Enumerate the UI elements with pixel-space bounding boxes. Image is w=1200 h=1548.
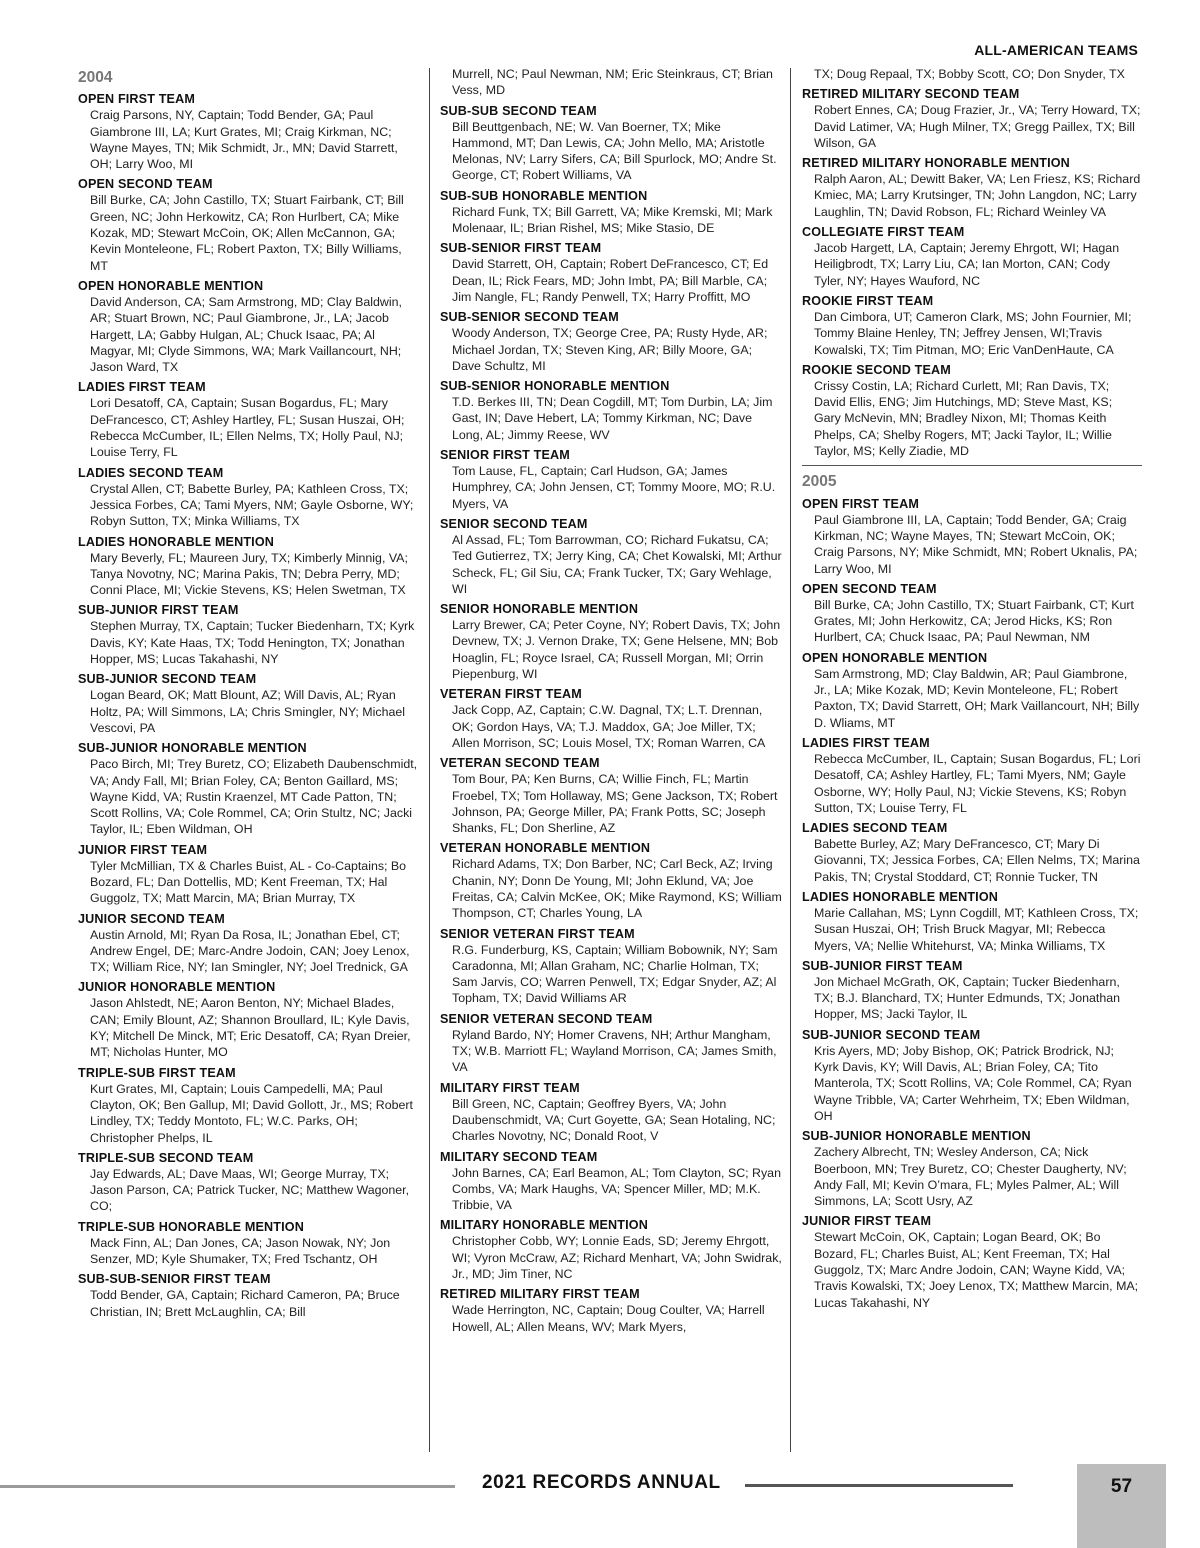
team-heading: SUB-SUB-SENIOR FIRST TEAM [78,1272,271,1287]
team-heading: LADIES SECOND TEAM [78,465,224,480]
team-block [440,601,782,682]
team-roster: R.G. Funderburg, KS, Captain; William Bobownik, NY; Sam Caradonna, MI; Allan Graham, NC; Charlie Holman, TX; Sam Jarvis, CO; Warren Penwell, TX; Edgar Snyder, AZ; Al Topham, TX; David Williams AR [452,942,778,1006]
team-roster: Todd Bender, GA, Captain; Richard Cameron, PA; Bruce Christian, IN; Brett McLaughlin, CA; Bill [90,1288,400,1319]
team-roster: Craig Parsons, NY, Captain; Todd Bender, GA; Paul Giambrone III, LA; Kurt Grates, MI; Craig Kirkman, NC; Wayne Mayes, TN; Mik Schmidt, Jr., MN; David Starrett, OH; Larry Woo, MI [90,108,398,172]
team-roster: Kurt Grates, MI, Captain; Louis Campedelli, MA; Paul Clayton, OK; Ben Gallup, MI; David Gollott, Jr., MS; Robert Lindley, TX; Teddy Montoto, FL; W.C. Parks, OH; Christopher Phelps, IL [90,1081,413,1145]
team-roster: Lori Desatoff, CA, Captain; Susan Bogardus, FL; Mary DeFrancesco, CT; Ashley Hartley, FL; Susan Huszai, OH; Rebecca McCumber, IL; Ellen Nelms, TX; Holly Paul, NJ; Louise Terry, FL [90,396,405,460]
team-heading: SUB-SENIOR SECOND TEAM [440,310,619,325]
team-block [78,176,418,273]
team-block [802,1213,1142,1310]
team-block [440,378,782,443]
team-heading: SUB-SENIOR HONORABLE MENTION [440,379,670,394]
team-roster: Murrell, NC; Paul Newman, NM; Eric Steinkraus, CT; Brian Vess, MD [452,67,773,98]
team-roster: TX; Doug Repaal, TX; Bobby Scott, CO; Don Snyder, TX [814,67,1125,81]
team-block [802,581,1142,646]
team-block [440,309,782,374]
team-roster: Tyler McMillian, TX & Charles Buist, AL - Co-Captains; Bo Bozard, FL; Dan Dottellis, MD; Kent Freeman, TX; Hal Guggolz, TX; Matt Marcin, MA; Brian Murray, TX [90,858,407,906]
team-block [78,911,418,976]
team-block [78,91,418,172]
team-heading: OPEN HONORABLE MENTION [802,650,988,665]
team-heading: ROOKIE SECOND TEAM [802,362,951,377]
team-roster: Jason Ahlstedt, NE; Aaron Benton, NY; Michael Blades, CAN; Emily Blount, AZ; Shannon Broullard, IL; Kyle Davis, KY; Mitchell De Minck, MT; Eric Desatoff, CA; Ryan Dreier, MT; Nicholas Hunter, MO [90,996,411,1060]
team-heading: LADIES SECOND TEAM [802,821,948,836]
team-roster: Bill Beuttgenbach, NE; W. Van Boerner, TX; Mike Hammond, MT; Dan Lewis, CA; John Mello, MA; Aristotle Melonas, NV; Larry Sifers, CA; Bill Spurlock, MO; Andre St. George, CT; Robert Williams, VA [452,119,777,183]
team-heading: SENIOR HONORABLE MENTION [440,602,639,617]
team-heading: SUB-SUB HONORABLE MENTION [440,188,648,203]
team-heading: LADIES HONORABLE MENTION [802,889,999,904]
team-heading: TRIPLE-SUB FIRST TEAM [78,1065,236,1080]
team-block [440,103,782,184]
team-block [802,86,1142,151]
team-roster: Ralph Aaron, AL; Dewitt Baker, VA; Len Friesz, KS; Richard Kmiec, MA; Larry Krutsinger, TN; John Langdon, NC; Larry Laughlin, TN; David Robson, FL; Richard Weinley VA [814,172,1141,219]
team-block [78,602,418,667]
team-roster: Richard Adams, TX; Don Barber, NC; Carl Beck, AZ; Irving Chanin, NY; Donn De Young, MI; John Eklund, VA; Joe Freitas, CA; Calvin McKee, OK; Mike Raymond, KS; William Thompson, CT; Charles Young, LA [452,857,782,921]
team-heading: RETIRED MILITARY HONORABLE MENTION [802,156,1070,171]
team-block [802,735,1142,816]
team-block [802,155,1142,220]
team-heading: JUNIOR SECOND TEAM [78,911,225,926]
team-heading: LADIES FIRST TEAM [802,735,930,750]
team-block [802,224,1142,289]
team-block [78,1150,418,1215]
team-roster: Babette Burley, AZ; Mary DeFrancesco, CT; Mary Di Giovanni, TX; Jessica Forbes, CA; Ellen Nelms, TX; Marina Pakis, TN; Crystal Stoddard, CT; Ronnie Tucker, TN [814,837,1140,884]
team-block [802,1128,1142,1209]
year-heading: 2004 [78,69,113,86]
team-roster: Paul Giambrone III, LA, Captain; Todd Bender, GA; Craig Kirkman, NC; Wayne Mayes, TN; Stewart McCoin, OK; Craig Parsons, NY; Mike Schmidt, MN; Robert Uknalis, PA; Larry Woo, MI [814,512,1138,576]
year-heading: 2005 [802,473,837,491]
team-roster: Tom Bour, PA; Ken Burns, CA; Willie Finch, FL; Martin Froebel, TX; Tom Hollaway, MS; Gene Jackson, TX; Robert Johnson, PA; George Miller, PA; Frank Potts, SC; Joseph Shanks, FL; Don Sherline, AZ [452,772,778,836]
team-roster: Bill Burke, CA; John Castillo, TX; Stuart Fairbank, CT; Kurt Grates, MI; John Herkowitz, CA; Jerod Hicks, KS; Ron Hurlbert, CA; Chuck Isaac, PA; Paul Newman, NM [814,597,1134,645]
team-roster: Jacob Hargett, LA, Captain; Jeremy Ehrgott, WI; Hagan Heiligbrodt, TX; Larry Liu, CA; Ian Morton, CAN; Cody Tyler, NY; Hayes Wauford, NC [814,241,1120,288]
team-heading: SUB-JUNIOR HONORABLE MENTION [78,741,307,756]
team-roster: Stephen Murray, TX, Captain; Tucker Biedenharn, TX; Kyrk Davis, KY; Kate Haas, TX; Todd Henington, TX; Jonathan Hopper, MS; Lucas Takahashi, NY [90,619,415,667]
team-roster: David Starrett, OH, Captain; Robert DeFrancesco, CT; Ed Dean, IL; Rick Fears, MD; John Imbt, PA; Bill Marble, CA; Jim Nangle, FL; Randy Penwell, TX; Harry Proffitt, MO [452,257,769,304]
team-heading: MILITARY FIRST TEAM [440,1080,580,1095]
team-block [440,686,782,751]
team-heading: OPEN HONORABLE MENTION [78,278,264,293]
team-block [440,755,782,836]
team-block [802,1027,1142,1124]
team-heading: MILITARY HONORABLE MENTION [440,1218,648,1233]
team-roster: Jay Edwards, AL; Dave Maas, WI; George Murray, TX; Jason Parson, CA; Patrick Tucker, NC; Matthew Wagoner, CO; [90,1166,410,1214]
team-block [440,926,782,1007]
team-heading: SUB-SENIOR FIRST TEAM [440,241,602,256]
team-block [440,840,782,921]
team-roster: Zachery Albrecht, TN; Wesley Anderson, CA; Nick Boerboon, MN; Trey Buretz, CO; Chester Daugherty, NV; Andy Fall, MI; Kevin O’mara, FL; Myles Palmer, AL; Will Simmons, LA; Scott Usry, AZ [814,1145,1127,1209]
column-2 [440,66,782,1339]
team-heading: COLLEGIATE FIRST TEAM [802,225,965,240]
team-roster: Jack Copp, AZ, Captain; C.W. Dagnal, TX; L.T. Drennan, OK; Gordon Hays, VA; T.J. Maddox, GA; Joe Miller, TX; Allen Morrison, SC; Louis Mosel, TX; Roman Warren, CA [452,703,766,750]
team-roster: Stewart McCoin, OK, Captain; Logan Beard, OK; Bo Bozard, FL; Charles Buist, AL; Kent Freeman, TX; Hal Guggolz, TX; Marc Andre Jodoin, CAN; Wayne Kidd, VA; Travis Kowalski, TX; Joey Lenox, TX; Matthew Marcin, MA; Lucas Takahashi, NY [814,1230,1139,1310]
team-roster: Crissy Costin, LA; Richard Curlett, MI; Ran Davis, TX; David Ellis, ENG; Jim Hutchings, MD; Steve Mast, KS; Gary McNevin, MN; Bradley Nixon, MI; Thomas Keith Phelps, CA; Shelby Rogers, MT; Jacki Taylor, IL; Willie Taylor, MS; Kelly Ziadie, MD [814,378,1113,459]
team-heading: TRIPLE-SUB SECOND TEAM [78,1150,254,1165]
team-heading: VETERAN HONORABLE MENTION [440,841,651,856]
team-heading: ROOKIE FIRST TEAM [802,293,934,308]
team-roster: Mary Beverly, FL; Maureen Jury, TX; Kimberly Minnig, VA; Tanya Novotny, NC; Marina Pakis, TN; Debra Perry, MD; Conni Place, MI; Vickie Stevens, KS; Helen Swetman, TX [90,550,408,598]
team-heading: OPEN SECOND TEAM [78,177,213,192]
team-block [802,650,1142,731]
team-block [802,820,1142,885]
team-roster: Richard Funk, TX; Bill Garrett, VA; Mike Kremski, MI; Mark Molenaar, IL; Brian Rishel, MS; Mike Stasio, DE [452,204,773,236]
team-heading: SUB-JUNIOR SECOND TEAM [78,672,257,687]
team-heading: RETIRED MILITARY SECOND TEAM [802,87,1020,102]
team-roster: Robert Ennes, CA; Doug Frazier, Jr., VA; Terry Howard, TX; David Latimer, VA; Hugh Milner, TX; Gregg Paillex, TX; Bill Wilson, GA [814,103,1141,150]
team-block [802,362,1142,459]
team-block [802,293,1142,358]
team-block [440,66,782,99]
team-roster: Logan Beard, OK; Matt Blount, AZ; Will Davis, AL; Ryan Holtz, PA; Will Simmons, LA; Chris Smingler, NY; Michael Vescovi, PA [90,688,406,735]
team-block [440,1149,782,1214]
footer-rule-right [745,1484,1013,1487]
team-heading: RETIRED MILITARY FIRST TEAM [440,1287,640,1302]
team-heading: OPEN SECOND TEAM [802,581,937,596]
team-block [78,379,418,460]
team-roster: Ryland Bardo, NY; Homer Cravens, NH; Arthur Mangham, TX; W.B. Marriott FL; Wayland Morrison, CA; James Smith, VA [452,1027,777,1075]
team-heading: SUB-JUNIOR HONORABLE MENTION [802,1129,1031,1144]
team-heading: SENIOR VETERAN SECOND TEAM [440,1011,653,1026]
team-heading: LADIES HONORABLE MENTION [78,534,275,549]
team-roster: Bill Green, NC, Captain; Geoffrey Byers, VA; John Daubenschmidt, VA; Curt Goyette, GA; Sean Hotaling, NC; Charles Novotny, NC; Donald Root, V [452,1096,776,1144]
team-heading: OPEN FIRST TEAM [802,496,919,511]
team-roster: Wade Herrington, NC, Captain; Doug Coulter, VA; Harrell Howell, AL; Allen Means, WV; Mark Myers, [452,1303,765,1334]
team-heading: SENIOR VETERAN FIRST TEAM [440,926,635,941]
team-block [78,534,418,599]
page-number: 57 [1110,1476,1133,1497]
team-heading: VETERAN SECOND TEAM [440,756,600,771]
column-divider [790,68,791,1452]
team-roster: Crystal Allen, CT; Babette Burley, PA; Kathleen Cross, TX; Jessica Forbes, CA; Tami Myers, NM; Gayle Osborne, WY; Robyn Sutton, TX; Minka Williams, TX [90,481,414,529]
team-block [802,496,1142,577]
team-block [440,1080,782,1145]
team-heading: SUB-JUNIOR SECOND TEAM [802,1027,981,1042]
team-block [440,516,782,597]
team-heading: SENIOR SECOND TEAM [440,516,588,531]
team-block [440,447,782,512]
team-block [78,465,418,530]
team-roster: Sam Armstrong, MD; Clay Baldwin, AR; Paul Giambrone, Jr., LA; Mike Kozak, MD; Kevin Monteleone, FL; Robert Paxton, TX; David Starrett, OH; Mark Vaillancourt, NH; Billy D. Wliams, MT [814,666,1140,730]
team-roster: Woody Anderson, TX; George Cree, PA; Rusty Hyde, AR; Michael Jordan, TX; Steven King, AR; Billy Moore, GA; Dave Schultz, MI [452,326,768,373]
team-block [78,278,418,375]
team-block [440,1217,782,1282]
team-block [78,1271,418,1320]
team-heading: MILITARY SECOND TEAM [440,1149,598,1164]
team-roster: Rebecca McCumber, IL, Captain; Susan Bogardus, FL; Lori Desatoff, CA; Ashley Hartley, FL; Tami Myers, NM; Gayle Osborne, WY; Holly Paul, NJ; Vickie Stevens, KS; Robyn Sutton, TX; Louise Terry, FL [814,751,1141,815]
team-roster: Dan Cimbora, UT; Cameron Clark, MS; John Fournier, MI; Tommy Blaine Henley, TN; Jeffrey Jensen, WI;Travis Kowalski, TX; Tim Pitman, MO; Eric VanDenHaute, CA [814,309,1132,357]
team-block [78,1219,418,1268]
team-block [440,240,782,305]
team-roster: Al Assad, FL; Tom Barrowman, CO; Richard Fukatsu, CA; Ted Gutierrez, TX; Jerry King, CA; Chet Kowalski, MI; Arthur Scheck, FL; Gil Siu, CA; Frank Tucker, TX; Gary Wehlage, WI [452,532,782,596]
team-heading: JUNIOR FIRST TEAM [802,1214,932,1229]
page-number-box [1077,1464,1166,1548]
column-divider [429,68,430,1452]
team-heading: TRIPLE-SUB HONORABLE MENTION [78,1219,304,1234]
team-block [78,740,418,837]
team-heading: SUB-SUB SECOND TEAM [440,103,597,118]
team-roster: Marie Callahan, MS; Lynn Cogdill, MT; Kathleen Cross, TX; Susan Huszai, OH; Trish Bruck Magyar, MI; Rebecca Myers, VA; Nellie Whitehurst, VA; Minka Williams, TX [814,905,1139,953]
team-roster: Christopher Cobb, WY; Lonnie Eads, SD; Jeremy Ehrgott, WI; Vyron McCraw, AZ; Richard Menhart, VA; John Swidrak, Jr., MD; Jim Tiner, NC [452,1234,782,1282]
footer-rule-left [0,1485,455,1488]
team-block [802,66,1142,82]
team-heading: OPEN FIRST TEAM [78,92,195,107]
team-roster: Tom Lause, FL, Captain; Carl Hudson, GA; James Humphrey, CA; John Jensen, CT; Tommy Moore, MO; R.U. Myers, VA [452,464,776,511]
team-block [78,1065,418,1146]
team-block [78,979,418,1060]
team-roster: T.D. Berkes III, TN; Dean Cogdill, MT; Tom Durbin, LA; Jim Gast, IN; Dave Hebert, LA; Tommy Kirkman, NC; Dave Long, AL; Jimmy Reese, WV [452,395,773,442]
team-roster: Larry Brewer, CA; Peter Coyne, NY; Robert Davis, TX; John Devnew, TX; J. Vernon Drake, TX; Gene Helsene, MN; Bob Hoaglin, FL; Royce Israel, CA; Russell Morgan, MI; Orrin Piepenburg, WI [452,618,781,682]
team-block [440,1286,782,1335]
team-roster: Paco Birch, MI; Trey Buretz, CO; Elizabeth Daubenschmidt, VA; Andy Fall, MI; Brian Foley, CA; Benton Gaillard, MS; Wayne Kidd, VA; Rustin Kraenzel, MT Cade Patton, TN; Scott Rollins, VA; Cole Rommel, CA; Orin Stultz, NC; Jacki Taylor, IL; Eben Wildman, OH [90,757,418,837]
team-heading: LADIES FIRST TEAM [78,380,206,395]
team-roster: Jon Michael McGrath, OK, Captain; Tucker Biedenharn, TX; B.J. Blanchard, TX; Hunter Edmunds, TX; Jonathan Hopper, MS; Jacki Taylor, IL [814,974,1121,1022]
team-block [802,889,1142,954]
column-3 [802,66,1142,1315]
team-heading: JUNIOR FIRST TEAM [78,842,208,857]
team-roster: David Anderson, CA; Sam Armstrong, MD; Clay Baldwin, AR; Stuart Brown, NC; Paul Giambrone, Jr., LA; Jacob Hargett, LA; Gabby Hulgan, AL; Chuck Isaac, PA; Al Magyar, MI; Clyde Simmons, WA; Mark Vaillancourt, NH; Jason Ward, TX [90,294,402,375]
team-roster: Kris Ayers, MD; Joby Bishop, OK; Patrick Brodrick, NJ; Kyrk Davis, KY; Will Davis, AL; Brian Foley, CA; Tito Manterola, TX; Scott Rollins, VA; Cole Rommel, CA; Ryan Wayne Tribble, VA; Carter Wehrheim, TX; Eben Wildman, OH [814,1043,1132,1123]
team-heading: SENIOR FIRST TEAM [440,448,570,463]
team-heading: SUB-JUNIOR FIRST TEAM [802,958,963,973]
column-1 [78,70,418,1324]
team-block [78,842,418,907]
team-block [440,1011,782,1076]
team-block [440,188,782,237]
publication-title: 2021 RECORDS ANNUAL [482,1472,721,1493]
team-block [78,671,418,736]
team-heading: VETERAN FIRST TEAM [440,687,582,702]
team-roster: Mack Finn, AL; Dan Jones, CA; Jason Nowak, NY; Jon Senzer, MD; Kyle Shumaker, TX; Fred Tschantz, OH [90,1235,391,1267]
team-block [802,958,1142,1023]
section-title: ALL-AMERICAN TEAMS [974,42,1138,58]
team-roster: Austin Arnold, MI; Ryan Da Rosa, IL; Jonathan Ebel, CT; Andrew Engel, DE; Marc-Andre Jodoin, CAN; Joey Lenox, TX; William Rice, NY; Ian Smingler, NY; Joel Trednick, GA [90,927,410,975]
team-heading: SUB-JUNIOR FIRST TEAM [78,603,239,618]
team-roster: Bill Burke, CA; John Castillo, TX; Stuart Fairbank, CT; Bill Green, NC; John Herkowitz, CA; Ron Hurlbert, CA; Mike Kozak, MD; Stewart McCoin, OK; Allen McCannon, GA; Kevin Monteleone, FL; Robert Paxton, TX; Billy Williams, MT [90,193,404,273]
team-heading: JUNIOR HONORABLE MENTION [78,980,276,995]
year-divider [802,465,1142,466]
team-roster: John Barnes, CA; Earl Beamon, AL; Tom Clayton, SC; Ryan Combs, VA; Mark Haughs, VA; Spencer Miller, MD; M.K. Tribbie, VA [452,1165,781,1213]
